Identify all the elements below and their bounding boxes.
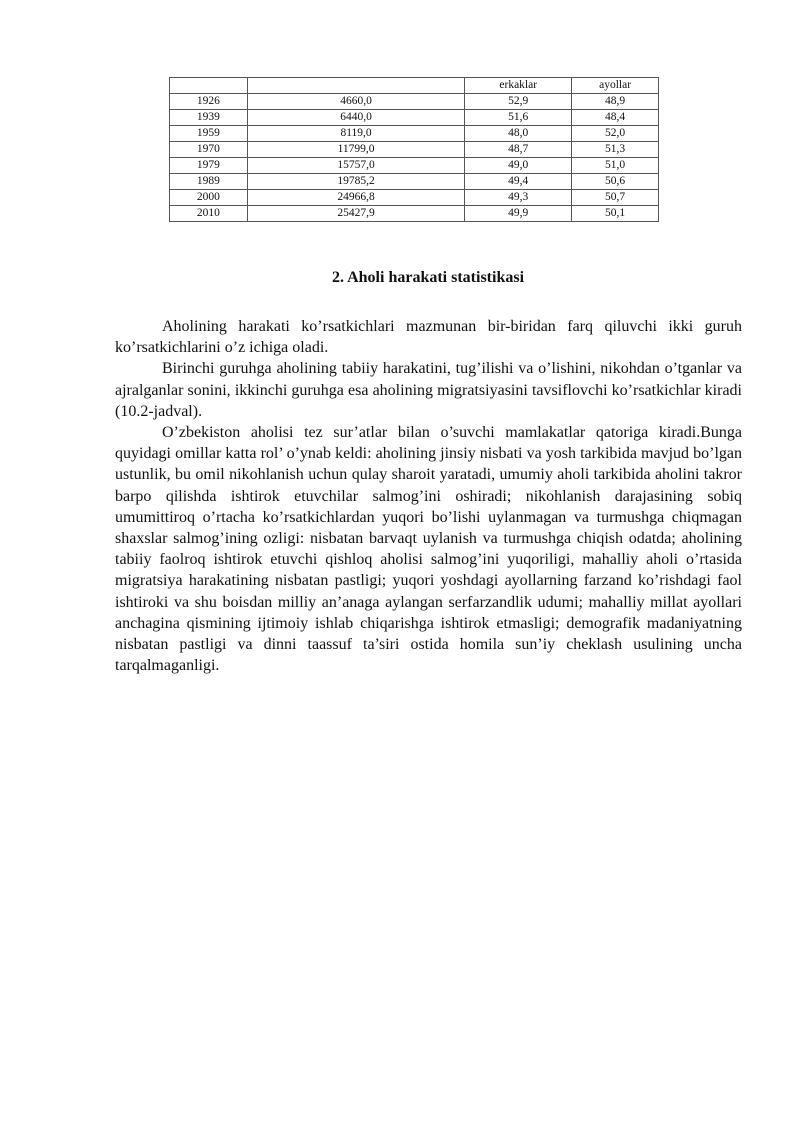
- table-row: [170, 206, 659, 222]
- population-cell: 25427,9: [247, 206, 464, 222]
- women-cell: 48,9: [572, 94, 659, 110]
- women-cell: 48,4: [572, 110, 659, 126]
- men-cell: 49,4: [465, 174, 572, 190]
- year-cell: 1979: [170, 158, 248, 174]
- section-title: 2. Aholi harakati statistikasi: [331, 269, 525, 286]
- men-cell: 52,9: [465, 94, 572, 110]
- header-cell: [170, 78, 248, 94]
- population-cell: 11799,0: [247, 142, 464, 158]
- men-cell: 49,9: [465, 206, 572, 222]
- year-cell: 1926: [170, 94, 248, 110]
- men-cell: 48,0: [465, 126, 572, 142]
- body-text: [115, 316, 742, 676]
- table-header-row: [170, 78, 659, 94]
- women-cell: 50,7: [572, 190, 659, 206]
- header-cell-erkaklar: erkaklar: [465, 78, 572, 94]
- population-cell: 15757,0: [247, 158, 464, 174]
- women-cell: 51,3: [572, 142, 659, 158]
- men-cell: 49,3: [465, 190, 572, 206]
- year-cell: 1970: [170, 142, 248, 158]
- women-cell: 52,0: [572, 126, 659, 142]
- paragraph: Birinchi guruhga aholining tabiiy harakatini, tug’ilishi va o’lishini, nikohdan o’tganlar va ajralganlar sonini, ikkinchi guruhga esa aholining migratsiyasini tavsiflovchi ko’rsatkichlar kiradi (10.2-jadval).: [115, 360, 742, 420]
- women-cell: 50,6: [572, 174, 659, 190]
- header-cell-ayollar: ayollar: [572, 78, 659, 94]
- population-cell: 8119,0: [247, 126, 464, 142]
- table-row: [170, 126, 659, 142]
- women-cell: 50,1: [572, 206, 659, 222]
- paragraph: O’zbekiston aholisi tez sur’atlar bilan o’suvchi mamlakatlar qatoriga kiradi.Bunga quyidagi omillar katta rol’ o’ynab keldi: aholining jinsiy nisbati va yosh tarkibida mavjud bo’lgan ustunlik, bu omil nikohlanish uchun qulay sharoit yaratadi, umumiy aholi tarkibida aholini takror barpo qilishda ishtirok etuvchilar salmog’ini oshiradi; nikohlanish darajasining sobiq umumittiroq o’rtacha ko’rsatkichlardan yuqori bo’lishi uylanmagan va turmushga chiqmagan shaxslar salmog’ining ozligi: nisbatan barvaqt uylanish va turmushga chiqish odatda; aholining tabiiy faolroq ishtirok etuvchi qishloq aholisi salmog’ini yuqoriligi, mahalliy aholi o’rtasida migratsiya harakatining nisbatan pastligi; yuqori yoshdagi ayollarning farzand ko’rishdagi faol ishtiroki va shu boisdan milliy an’anaga aylangan serfarzandlik udumi; mahalliy millat ayollari anchagina qismining ijtimoiy ishlab chiqarishga ishtirok etmasligi; demografik madaniyatning nisbatan pastligi va dinni taassuf ta’siri ostida homila sun’iy cheklash usulining uncha tarqalmaganligi.: [115, 424, 742, 675]
- paragraph: Aholining harakati ko’rsatkichlari mazmunan bir-biridan farq qiluvchi ikki guruh ko’rsatkichlarini o’z ichiga oladi.: [115, 318, 742, 357]
- population-table: [169, 77, 659, 222]
- population-cell: 4660,0: [247, 94, 464, 110]
- year-cell: 2000: [170, 190, 248, 206]
- men-cell: 49,0: [465, 158, 572, 174]
- women-cell: 51,0: [572, 158, 659, 174]
- table-row: [170, 110, 659, 126]
- men-cell: 51,6: [465, 110, 572, 126]
- table-row: [170, 174, 659, 190]
- table-row: [170, 94, 659, 110]
- population-cell: 24966,8: [247, 190, 464, 206]
- header-cell: [247, 78, 464, 94]
- year-cell: 1959: [170, 126, 248, 142]
- year-cell: 2010: [170, 206, 248, 222]
- table-row: [170, 158, 659, 174]
- men-cell: 48,7: [465, 142, 572, 158]
- table-row: [170, 190, 659, 206]
- population-cell: 19785,2: [247, 174, 464, 190]
- year-cell: 1989: [170, 174, 248, 190]
- population-cell: 6440,0: [247, 110, 464, 126]
- year-cell: 1939: [170, 110, 248, 126]
- table-row: [170, 142, 659, 158]
